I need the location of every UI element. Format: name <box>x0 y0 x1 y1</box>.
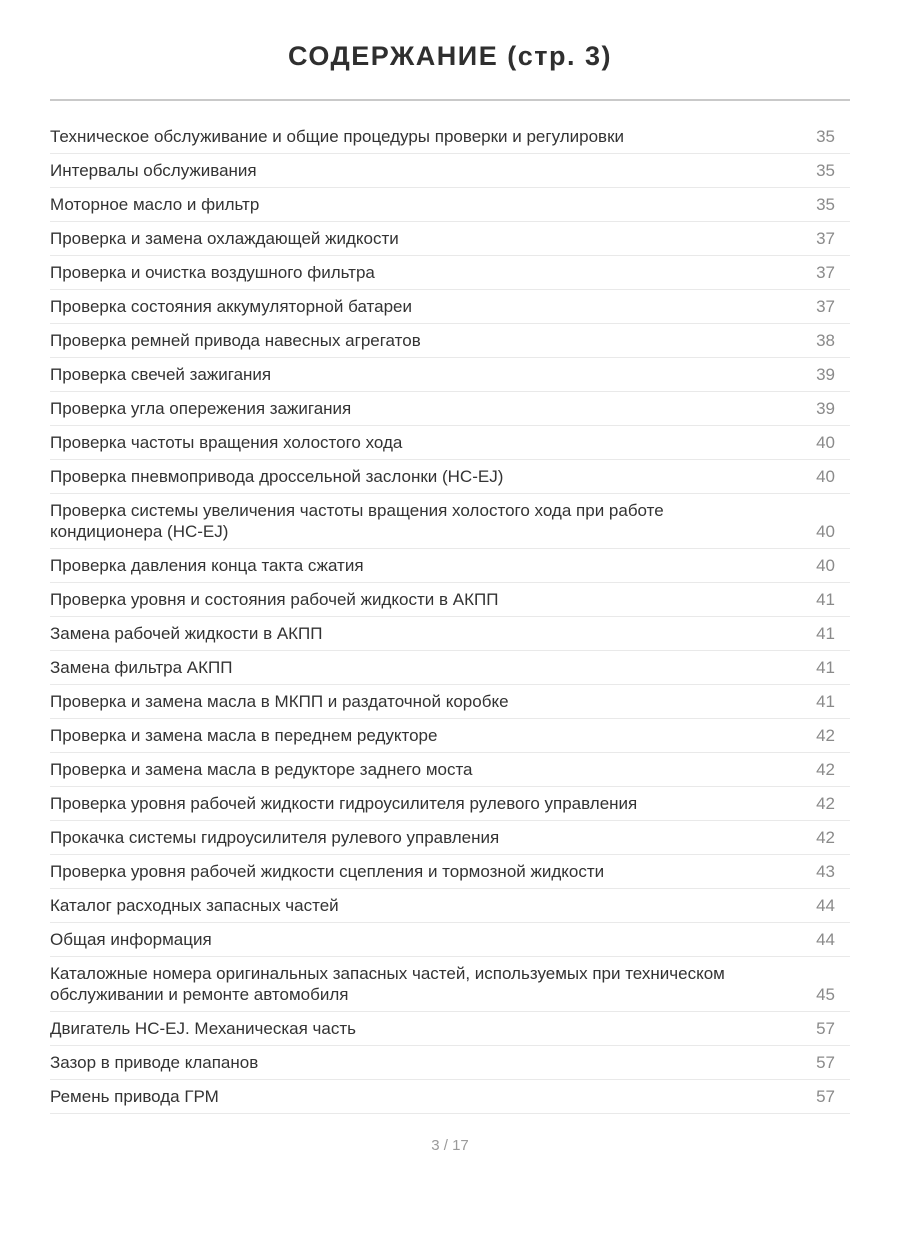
toc-row <box>50 583 850 617</box>
title-divider <box>50 99 850 101</box>
toc-list <box>50 120 850 1114</box>
toc-row <box>50 154 850 188</box>
toc-row <box>50 957 850 1012</box>
toc-item-page: 57 <box>816 1087 835 1106</box>
toc-row <box>50 392 850 426</box>
page-number-indicator: 3 / 17 <box>431 1137 469 1154</box>
toc-row <box>50 120 850 154</box>
toc-item-page: 44 <box>816 896 835 915</box>
toc-item-label: Проверка угла опережения зажигания <box>50 399 352 418</box>
toc-row <box>50 889 850 923</box>
toc-item-page: 35 <box>816 127 835 146</box>
toc-row <box>50 426 850 460</box>
toc-item-label: Моторное масло и фильтр <box>50 195 260 214</box>
toc-item-page: 41 <box>816 590 835 609</box>
toc-item-page: 43 <box>816 862 835 881</box>
toc-item-label: Проверка и замена масла в переднем редукторе <box>50 726 438 745</box>
toc-item-label: Каталог расходных запасных частей <box>50 896 339 915</box>
toc-item-page: 37 <box>816 263 835 282</box>
toc-row <box>50 222 850 256</box>
toc-item-label: Проверка уровня рабочей жидкости гидроусилителя рулевого управления <box>50 794 638 813</box>
toc-row <box>50 685 850 719</box>
toc-row <box>50 460 850 494</box>
toc-item-label: Проверка и замена охлаждающей жидкости <box>50 229 399 248</box>
toc-item-label: Замена фильтра АКПП <box>50 658 233 677</box>
toc-item-page: 57 <box>816 1019 835 1038</box>
toc-item-label: Проверка и замена масла в МКПП и раздаточной коробке <box>50 692 509 711</box>
toc-item-label: Проверка уровня и состояния рабочей жидкости в АКПП <box>50 590 499 609</box>
toc-item-page: 42 <box>816 794 835 813</box>
toc-item-label: Проверка свечей зажигания <box>50 365 272 384</box>
toc-item-page: 41 <box>816 692 835 711</box>
toc-row <box>50 256 850 290</box>
toc-row <box>50 617 850 651</box>
toc-row <box>50 549 850 583</box>
toc-item-page: 39 <box>816 365 835 384</box>
toc-row <box>50 787 850 821</box>
toc-item-label: Проверка частоты вращения холостого хода <box>50 433 403 452</box>
toc-row <box>50 290 850 324</box>
toc-item-label: Проверка пневмопривода дроссельной заслонки (HC-EJ) <box>50 467 504 486</box>
toc-item-page: 38 <box>816 331 835 350</box>
toc-item-page: 35 <box>816 161 835 180</box>
toc-row <box>50 1046 850 1080</box>
toc-item-label: Проверка ремней привода навесных агрегатов <box>50 331 421 350</box>
toc-item-page: 40 <box>816 522 835 541</box>
toc-item-label: Ремень привода ГРМ <box>50 1087 219 1106</box>
toc-item-label: Проверка и замена масла в редукторе заднего моста <box>50 760 473 779</box>
toc-item-page: 40 <box>816 433 835 452</box>
toc-item-page: 57 <box>816 1053 835 1072</box>
toc-item-page: 42 <box>816 760 835 779</box>
toc-item-page: 42 <box>816 726 835 745</box>
toc-item-page: 40 <box>816 467 835 486</box>
toc-item-page: 40 <box>816 556 835 575</box>
toc-row <box>50 1012 850 1046</box>
toc-row <box>50 821 850 855</box>
toc-row <box>50 651 850 685</box>
toc-item-label: Зазор в приводе клапанов <box>50 1053 259 1072</box>
toc-item-label: Замена рабочей жидкости в АКПП <box>50 624 323 643</box>
toc-item-label: Проверка и очистка воздушного фильтра <box>50 263 375 282</box>
toc-item-page: 44 <box>816 930 835 949</box>
toc-item-page: 39 <box>816 399 835 418</box>
toc-item-page: 37 <box>816 229 835 248</box>
page-title: СОДЕРЖАНИЕ (стр. 3) <box>288 41 612 71</box>
toc-item-page: 42 <box>816 828 835 847</box>
toc-item-label: Техническое обслуживание и общие процедуры проверки и регулировки <box>50 127 625 146</box>
toc-item-label: Интервалы обслуживания <box>50 161 257 180</box>
toc-row <box>50 324 850 358</box>
toc-row <box>50 923 850 957</box>
toc-item-label: Каталожные номера оригинальных запасных частей, используемых при техническом обслуживании и ремонте автомобиля <box>50 964 725 1004</box>
toc-item-page: 45 <box>816 985 835 1004</box>
toc-page <box>0 40 900 1155</box>
toc-item-label: Проверка уровня рабочей жидкости сцепления и тормозной жидкости <box>50 862 605 881</box>
toc-item-label: Прокачка системы гидроусилителя рулевого управления <box>50 828 500 847</box>
toc-row <box>50 719 850 753</box>
toc-item-page: 41 <box>816 624 835 643</box>
toc-item-page: 35 <box>816 195 835 214</box>
toc-row <box>50 358 850 392</box>
toc-row <box>50 494 850 549</box>
toc-item-label: Двигатель HC-EJ. Механическая часть <box>50 1019 356 1038</box>
toc-row <box>50 753 850 787</box>
toc-item-label: Проверка давления конца такта сжатия <box>50 556 364 575</box>
toc-item-label: Общая информация <box>50 930 212 949</box>
toc-item-label: Проверка состояния аккумуляторной батареи <box>50 297 412 316</box>
toc-row <box>50 188 850 222</box>
toc-item-page: 41 <box>816 658 835 677</box>
toc-item-page: 37 <box>816 297 835 316</box>
toc-item-label: Проверка системы увеличения частоты вращения холостого хода при работе кондиционера (HC-EJ) <box>50 501 664 541</box>
toc-row <box>50 1080 850 1114</box>
toc-row <box>50 855 850 889</box>
